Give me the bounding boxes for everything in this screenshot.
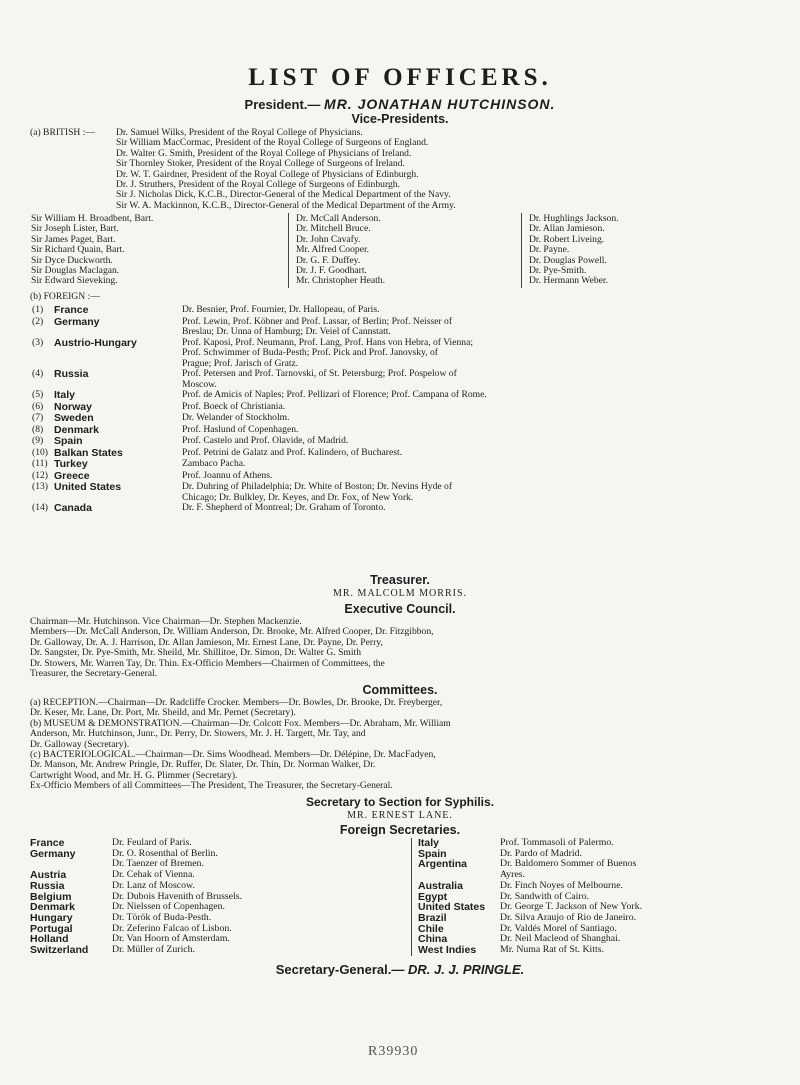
row-number: (10)	[32, 446, 48, 458]
secretary-name: Mr. Numa Rat of St. Kitts.	[500, 944, 604, 956]
vp-name: Sir William H. Broadbent, Bart.	[31, 213, 154, 224]
foreign-secretary-row	[30, 849, 405, 860]
country-name: Germany	[54, 315, 100, 328]
country-name: Turkey	[54, 458, 88, 470]
treasurer-heading: Treasurer.	[370, 573, 430, 587]
country-name: Austria	[30, 869, 67, 882]
secretary-name: Dr. Silva Araujo of Rio de Janeiro.	[500, 911, 637, 923]
foreign-vp-table	[32, 305, 792, 515]
row-number: (7)	[32, 412, 44, 423]
secretary-name: Dr. O. Rosenthal of Berlin.	[112, 847, 218, 859]
country-name: Austrio-Hungary	[54, 336, 137, 349]
row-number: (3)	[32, 336, 44, 348]
foreign-vp-names: Dr. Besnier, Prof. Fournier, Dr. Hallopeau, of Paris.	[182, 304, 380, 315]
foreign-vp-names: Dr. Welander of Stockholm.	[182, 412, 290, 423]
secretary-name: Dr. Taenzer of Bremen.	[112, 858, 204, 870]
secretary-name: Dr. Feulard of Paris.	[112, 837, 192, 848]
council-line: Members—Dr. McCall Anderson, Dr. William Anderson, Dr. Brooke, Mr. Alfred Cooper, Dr. Fitzgibbon,	[30, 626, 434, 638]
british-vp-line: Sir W. A. Mackinnon, K.C.B., Director-General of the Medical Department of the Army.	[116, 199, 456, 211]
foreign-vp-names: Prof. Haslund of Copenhagen.	[182, 423, 299, 435]
secretary-general-name: DR. J. J. PRINGLE.	[407, 962, 525, 977]
secretary-name: Dr. Cehak of Vienna.	[112, 869, 195, 881]
foreign-vp-row	[32, 436, 792, 448]
foreign-vp-names: Dr. Duhring of Philadelphia; Dr. White of Boston; Dr. Nevins Hyde of	[182, 481, 453, 492]
president-line	[0, 96, 800, 112]
vp-name: Dr. Hughlings Jackson.	[529, 213, 619, 224]
foreign-vp-names: Prof. Kaposi, Prof. Neumann, Prof. Lang, Prof. Hans von Hebra, of Vienna;	[182, 336, 474, 348]
vp-name: Sir Edward Sieveking.	[31, 275, 118, 287]
row-number: (2)	[32, 315, 44, 327]
country-name: Spain	[54, 435, 83, 447]
foreign-vp-row	[32, 338, 792, 370]
secretary-name: Dr. Lanz of Moscow.	[112, 879, 195, 891]
foreign-secretary-row	[30, 859, 405, 870]
foreign-vp-names: Breslau; Dr. Unna of Hamburg; Dr. Veiel of Cannstatt.	[182, 326, 391, 337]
treasurer-name: MR. MALCOLM MORRIS.	[332, 588, 468, 599]
british-vp-line: Sir William MacCormac, President of the Royal College of Surgeons of England.	[116, 137, 429, 149]
foreign-vp-names: Prof. Joannu of Athens.	[182, 469, 273, 481]
secretary-general-line	[0, 962, 800, 977]
country-name: Balkan States	[54, 446, 123, 459]
country-name: West Indies	[418, 944, 477, 957]
secretary-name: Dr. Dubois Havenith of Brussels.	[112, 890, 243, 902]
foreign-vp-row	[32, 369, 792, 390]
foreign-vp-row	[32, 413, 792, 425]
british-vp-line: Sir Thornley Stoker, President of the Royal College of Surgeons of Ireland.	[116, 158, 405, 170]
page-title: LIST OF OFFICERS.	[248, 64, 552, 91]
syphilis-secretary-name: MR. ERNEST LANE.	[347, 810, 453, 821]
country-name: Italy	[54, 389, 76, 401]
foreign-secretaries-left	[30, 838, 405, 956]
secretary-name: Dr. Pardo of Madrid.	[500, 847, 582, 859]
vp-name: Dr. Robert Liveing.	[529, 233, 605, 245]
country-name: Russia	[54, 368, 89, 380]
british-vp-list	[116, 128, 786, 211]
vp-name: Dr. G. F. Duffey.	[296, 254, 361, 266]
committee-line: (b) MUSEUM & DEMONSTRATION.—Chairman—Dr. Colcott Fox. Members—Dr. Abraham, Mr. William	[30, 717, 451, 729]
library-stamp: R39930	[368, 1044, 419, 1059]
vp-name: Sir Dyce Duckworth.	[31, 254, 113, 266]
row-number: (5)	[32, 389, 44, 400]
foreign-vp-names: Prof. Schwimmer of Buda-Pesth; Prof. Pick and Prof. Janovsky, of	[182, 347, 438, 358]
council-line: Dr. Sangster, Dr. Pye-Smith, Mr. Sheild, Mr. Shillitoe, Dr. Simon, Dr. Walter G. Smith	[30, 647, 361, 659]
vp-name: Dr. J. F. Goodhart.	[296, 265, 367, 277]
country-name: Chile	[418, 922, 444, 935]
foreign-vp-names: Prague; Prof. Jarisch of Gratz.	[182, 357, 299, 369]
secretary-name: Dr. Müller of Zurich.	[112, 944, 195, 956]
country-name: Belgium	[30, 890, 72, 903]
british-vp-line: Dr. Walter G. Smith, President of the Royal College of Physicians of Ireland.	[116, 147, 412, 159]
council-heading: Executive Council.	[344, 602, 456, 616]
foreign-vp-row	[32, 482, 792, 503]
vp-name: Dr. John Cavafy.	[296, 233, 361, 245]
british-label: (a) BRITISH :—	[30, 127, 96, 138]
country-name: Brazil	[418, 911, 447, 924]
vp-name: Mr. Christopher Heath.	[296, 275, 385, 287]
secretary-name: Dr. Finch Noyes of Melbourne.	[500, 879, 623, 891]
committees-text	[30, 698, 790, 792]
foreign-secretary-row	[418, 881, 788, 892]
country-name: Denmark	[30, 901, 75, 914]
british-vp-line: Dr. W. T. Gairdner, President of the Royal College of Physicians of Edinburgh.	[116, 168, 419, 180]
country-name: Switzerland	[30, 944, 89, 957]
secretary-name: Dr. Nielssen of Copenhagen.	[112, 901, 225, 913]
country-name: Greece	[54, 469, 90, 482]
council-line: Chairman—Mr. Hutchinson. Vice Chairman—Dr. Stephen Mackenzie.	[30, 616, 302, 627]
country-name: Australia	[418, 879, 463, 892]
row-number: (11)	[32, 458, 48, 469]
country-name: Norway	[54, 400, 92, 413]
secretary-name: Dr. Neil Macleod of Shanghai.	[500, 933, 621, 945]
syphilis-secretary-heading: Secretary to Section for Syphilis.	[305, 795, 495, 809]
country-name: Denmark	[54, 423, 99, 436]
country-name: United States	[54, 481, 122, 493]
country-name: Spain	[418, 847, 447, 860]
foreign-secretaries-right	[418, 838, 788, 956]
vp-name: Dr. Hermann Weber.	[529, 275, 608, 287]
foreign-vp-row	[32, 425, 792, 437]
foreign-secretary-row	[30, 902, 405, 913]
country-name: France	[30, 837, 65, 849]
vp-name: Dr. Mitchell Bruce.	[296, 223, 371, 235]
foreign-secretaries-heading: Foreign Secretaries.	[339, 823, 461, 837]
committee-line: (a) RECEPTION.—Chairman—Dr. Radcliffe Crocker. Members—Dr. Bowles, Dr. Brooke, Dr. Freyberger,	[30, 697, 443, 708]
vp-name: Dr. Payne.	[529, 244, 570, 256]
country-name: Russia	[30, 879, 65, 892]
foreign-secretary-row	[418, 838, 788, 849]
foreign-label: (b) FOREIGN :—	[30, 291, 100, 302]
foreign-vp-names: Prof. Boeck of Christiania.	[182, 400, 286, 412]
vp-column-3	[529, 214, 759, 287]
foreign-vp-names: Zambaco Pacha.	[182, 458, 246, 469]
row-number: (14)	[32, 502, 48, 513]
country-name: China	[418, 933, 448, 946]
row-number: (6)	[32, 400, 44, 412]
committee-line: Dr. Keser, Mr. Lane, Dr. Port, Mr. Sheild, and Mr. Pernet (Secretary).	[30, 707, 296, 719]
country-name: Egypt	[418, 890, 448, 903]
foreign-vp-names: Prof. Petrini de Galatz and Prof. Kalindero, of Bucharest.	[182, 446, 403, 458]
country-name: Argentina	[418, 858, 468, 871]
foreign-vp-row	[32, 448, 792, 460]
president-label: President.—	[244, 97, 321, 112]
secretary-name: Dr. Török of Buda-Pesth.	[112, 911, 212, 923]
row-number: (9)	[32, 435, 44, 446]
vp-column-2	[296, 214, 516, 287]
british-vp-line: Dr. J. Struthers, President of the Royal College of Surgeons of Edinburgh.	[116, 179, 400, 191]
foreign-vp-row	[32, 402, 792, 414]
foreign-secretary-row	[418, 859, 788, 870]
foreign-secretary-row	[418, 945, 788, 956]
vp-column-1	[31, 214, 286, 287]
country-name: Canada	[54, 502, 92, 514]
country-name: Hungary	[30, 911, 73, 924]
column-divider	[411, 838, 412, 956]
foreign-vp-row	[32, 390, 792, 402]
secretary-name: Prof. Tommasoli of Palermo.	[500, 837, 614, 848]
secretary-name: Dr. Baldomero Sommer of Buenos	[500, 858, 637, 870]
vp-name: Mr. Alfred Cooper.	[296, 244, 370, 256]
column-divider	[521, 213, 522, 288]
foreign-vp-names: Prof. Castelo and Prof. Olavide, of Madrid.	[182, 435, 349, 446]
secretary-name: Dr. Sandwith of Cairo.	[500, 890, 589, 902]
country-name: France	[54, 304, 89, 316]
row-number: (8)	[32, 423, 44, 435]
secretary-name: Dr. Van Hoorn of Amsterdam.	[112, 933, 230, 945]
vp-name: Dr. Douglas Powell.	[529, 254, 607, 266]
vp-name: Dr. Pye-Smith.	[529, 265, 587, 277]
country-name: Holland	[30, 933, 69, 946]
vice-presidents-heading: Vice-Presidents.	[351, 112, 449, 126]
foreign-vp-names: Chicago; Dr. Bulkley, Dr. Keyes, and Dr. Fox, of New York.	[182, 491, 414, 503]
country-name: Sweden	[54, 412, 94, 424]
secretary-name: Ayres.	[500, 869, 525, 881]
committees-heading: Committees.	[362, 683, 438, 697]
secretary-name: Dr. Valdés Morel of Santiago.	[500, 922, 617, 934]
foreign-secretary-row	[30, 945, 405, 956]
committee-line: Ex-Officio Members of all Committees—The President, The Treasurer, the Secretary-General.	[30, 780, 393, 792]
foreign-vp-names: Dr. F. Shepherd of Montreal; Dr. Graham of Toronto.	[182, 502, 386, 513]
british-vp-line: Dr. Samuel Wilks, President of the Royal College of Physicians.	[116, 127, 363, 138]
foreign-vp-row	[32, 317, 792, 338]
committee-line: Dr. Galloway (Secretary).	[30, 738, 130, 750]
council-line: Dr. Galloway, Dr. A. J. Harrison, Dr. Allan Jamieson, Mr. Ernest Lane, Dr. Payne, Dr. Perry,	[30, 636, 383, 648]
foreign-vp-row	[32, 459, 792, 471]
committee-line: Anderson, Mr. Hutchinson, Junr., Dr. Perry, Dr. Stowers, Mr. J. H. Targett, Mr. Tay, and	[30, 728, 366, 740]
committee-line: Dr. Manson, Mr. Andrew Pringle, Dr. Ruffer, Dr. Slater, Dr. Thin, Dr. Norman Walker, Dr.	[30, 759, 376, 771]
foreign-vp-row	[32, 305, 792, 317]
secretary-name: Dr. Zeferino Falcao of Lisbon.	[112, 922, 232, 934]
president-name: MR. JONATHAN HUTCHINSON.	[324, 96, 556, 112]
row-number: (12)	[32, 469, 48, 481]
committee-line: (c) BACTERIOLOGICAL.—Chairman—Dr. Sims Woodhead. Members—Dr. Délépine, Dr. MacFadyen,	[30, 749, 436, 761]
vp-name: Sir Douglas Maclagan.	[31, 265, 120, 277]
council-line: Dr. Stowers, Mr. Warren Tay, Dr. Thin. Ex-Officio Members—Chairmen of Committees, the	[30, 657, 385, 669]
country-name: Portugal	[30, 922, 73, 935]
vp-name: Dr. Allan Jamieson.	[529, 223, 605, 235]
foreign-vp-names: Moscow.	[182, 378, 217, 390]
foreign-vp-names: Prof. de Amicis of Naples; Prof. Pellizari of Florence; Prof. Campana of Rome.	[182, 389, 487, 400]
vp-name: Sir Joseph Lister, Bart.	[31, 223, 119, 235]
foreign-secretary-row	[30, 870, 405, 881]
committee-line: Cartwright Wood, and Mr. H. G. Plimmer (Secretary).	[30, 769, 238, 781]
council-text	[30, 617, 790, 679]
vp-name: Sir Richard Quain, Bart.	[31, 244, 125, 256]
row-number: (13)	[32, 481, 48, 492]
row-number: (1)	[32, 304, 44, 315]
council-line: Treasurer, the Secretary-General.	[30, 668, 158, 680]
row-number: (4)	[32, 368, 44, 379]
column-divider	[288, 213, 289, 288]
country-name: Germany	[30, 847, 76, 860]
foreign-vp-row	[32, 503, 792, 515]
country-name: Italy	[418, 837, 440, 849]
foreign-secretary-row	[30, 881, 405, 892]
british-vp-line: Sir J. Nicholas Dick, K.C.B., Director-General of the Medical Department of the Navy.	[116, 189, 451, 201]
secretary-general-label: Secretary-General.—	[275, 962, 405, 977]
foreign-vp-names: Prof. Petersen and Prof. Tarnovski, of St. Petersburg; Prof. Pospelow of	[182, 368, 457, 379]
secretary-name: Dr. George T. Jackson of New York.	[500, 901, 643, 913]
foreign-vp-names: Prof. Lewin, Prof. Köbner and Prof. Lassar, of Berlin; Prof. Neisser of	[182, 315, 453, 327]
country-name: United States	[418, 901, 486, 914]
vp-name: Sir James Paget, Bart.	[31, 233, 116, 245]
vp-name: Dr. McCall Anderson.	[296, 213, 381, 224]
